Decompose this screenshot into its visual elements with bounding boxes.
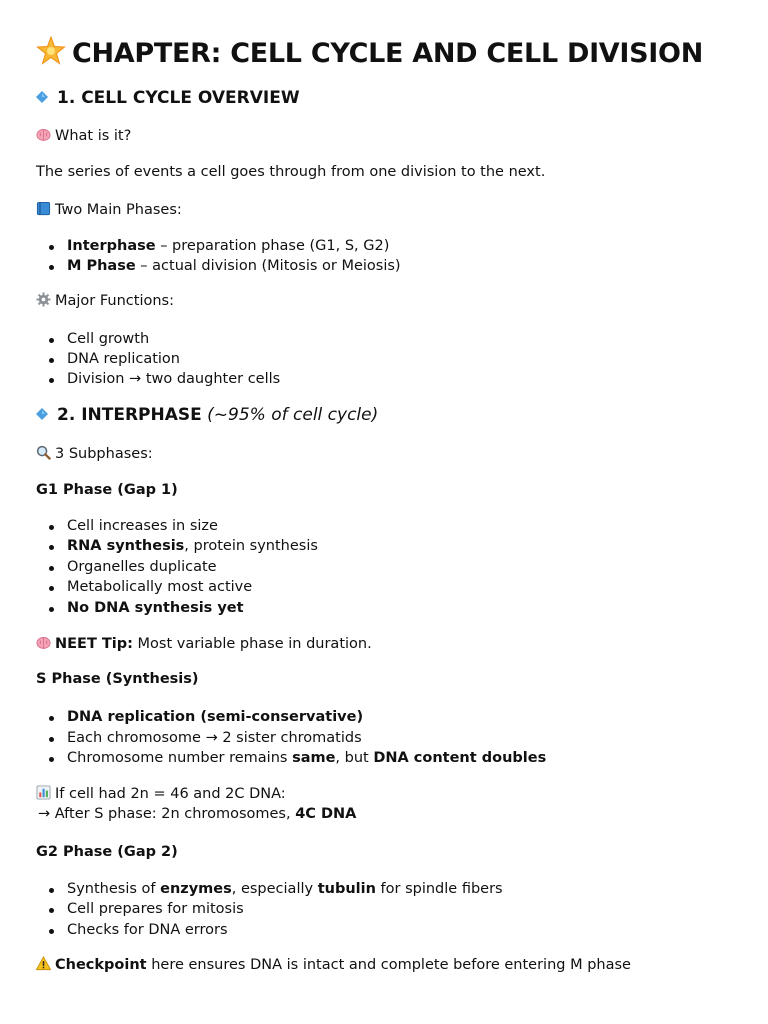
section-1-heading: 1. CELL CYCLE OVERVIEW xyxy=(36,88,300,108)
magnifier-icon xyxy=(36,445,51,460)
list-item: Division → two daughter cells xyxy=(67,371,280,387)
dna-example-line-2: → After S phase: 2n chromosomes, 4C DNA xyxy=(38,806,357,822)
dna-example-line-1: If cell had 2n = 46 and 2C DNA: xyxy=(36,785,286,802)
subphases-label: 3 Subphases: xyxy=(36,445,153,462)
list-item: Chromosome number remains same, but DNA content doubles xyxy=(67,750,546,766)
page-title xyxy=(36,36,703,69)
neet-tip: NEET Tip: Most variable phase in duration. xyxy=(36,635,372,652)
list-item: Metabolically most active xyxy=(67,579,252,595)
checkpoint-note: Checkpoint here ensures DNA is intact and complete before entering M phase xyxy=(36,956,631,973)
list-item: M Phase – actual division (Mitosis or Meiosis) xyxy=(67,258,401,274)
g1-phase-title: G1 Phase (Gap 1) xyxy=(36,482,178,498)
list-item: Checks for DNA errors xyxy=(67,922,228,938)
warning-icon xyxy=(36,956,51,971)
list-item: Each chromosome → 2 sister chromatids xyxy=(67,730,362,746)
two-main-phases-label: Two Main Phases: xyxy=(36,201,182,218)
list-item: Cell increases in size xyxy=(67,518,218,534)
bar-chart-icon xyxy=(36,785,51,800)
blue-diamond-icon xyxy=(36,408,48,420)
gear-icon xyxy=(36,292,51,307)
section-2-heading: 2. INTERPHASE (~95% of cell cycle) xyxy=(36,405,378,425)
blue-diamond-icon xyxy=(36,91,48,103)
major-functions-label: Major Functions: xyxy=(36,292,174,309)
brain-icon xyxy=(36,635,51,650)
list-item: Cell growth xyxy=(67,331,149,347)
title-text: CHAPTER: CELL CYCLE AND CELL DIVISION xyxy=(72,38,703,69)
list-item: Synthesis of enzymes, especially tubulin for spindle fibers xyxy=(67,881,503,897)
brain-icon xyxy=(36,127,51,142)
list-item: Organelles duplicate xyxy=(67,559,217,575)
list-item: RNA synthesis, protein synthesis xyxy=(67,538,318,554)
cell-cycle-definition: The series of events a cell goes through from one division to the next. xyxy=(36,164,546,180)
what-is-it-label: What is it? xyxy=(36,127,131,144)
list-item: No DNA synthesis yet xyxy=(67,600,244,616)
g2-phase-title: G2 Phase (Gap 2) xyxy=(36,844,178,860)
list-item: DNA replication (semi-conservative) xyxy=(67,709,363,725)
list-item: DNA replication xyxy=(67,351,180,367)
s-phase-title: S Phase (Synthesis) xyxy=(36,671,199,687)
list-item: Cell prepares for mitosis xyxy=(67,901,244,917)
glowing-star-icon xyxy=(36,36,66,66)
blue-book-icon xyxy=(36,201,51,216)
list-item: Interphase – preparation phase (G1, S, G2) xyxy=(67,238,389,254)
